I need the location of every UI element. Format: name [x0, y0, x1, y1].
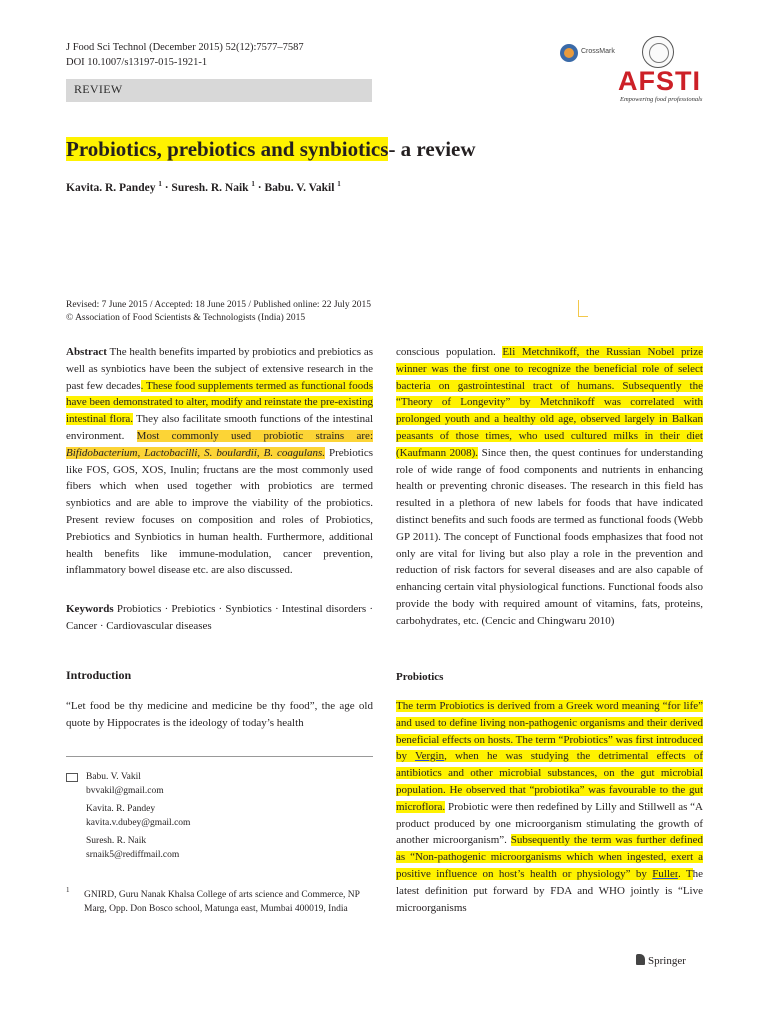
contact-email[interactable]: bvvakil@gmail.com: [86, 785, 164, 796]
keywords: [66, 601, 373, 635]
contact-name: Kavita. R. Pandey: [86, 804, 156, 814]
contact-list: [86, 771, 190, 867]
publisher-logo: [636, 954, 686, 967]
affiliation-text: GNIRD, Guru Nanak Khalsa College of arts science and Commerce, NP Marg, Opp. Don Bosco school, Matunga east, Mumbai 400019, India: [84, 890, 360, 914]
author-list: Kavita. R. Pandey $^1$ · Suresh. R. Naik $^1$ · Babu. V. Vakil $^1$: [66, 180, 341, 194]
publication-dates: [66, 299, 371, 325]
logo-text: AFSTI: [618, 66, 701, 96]
journal-citation: J Food Sci Technol (December 2015) 52(12):7577–7587: [66, 42, 304, 53]
affiliation-number: 1: [66, 886, 70, 894]
publisher-name: Springer: [648, 955, 686, 967]
doi[interactable]: DOI 10.1007/s13197-015-1921-1: [66, 57, 208, 68]
abstract-highlight: Most commonly used probiotic strains are:: [136, 429, 373, 442]
seal-icon: [642, 36, 674, 68]
contact-email[interactable]: kavita.v.dubey@gmail.com: [86, 817, 191, 828]
keywords-text: Probiotics · Prebiotics · Synbiotics · Intestinal disorders · Cancer · Cardiovascular diseases: [66, 603, 374, 632]
author-affiliation: 1: [251, 180, 255, 188]
springer-horse-icon: [636, 954, 645, 965]
probiotics-heading: Probiotics: [396, 671, 444, 683]
afsti-logo: [614, 36, 704, 106]
prob-underlined: Fuller: [652, 867, 678, 880]
title-rest: - a review: [388, 137, 476, 161]
section-label: REVIEW: [74, 82, 123, 96]
author-affiliation: 1: [158, 180, 162, 188]
article-title: [66, 136, 476, 162]
abstract-text: They also facilitate smooth functions of the intestinal environment.: [66, 413, 374, 442]
abstract-label: Abstract: [66, 346, 107, 358]
contact-name: Babu. V. Vakil: [86, 772, 141, 782]
keywords-label: Keywords: [66, 603, 114, 615]
copyright: © Association of Food Scientists & Technologists (India) 2015: [66, 313, 306, 323]
author-name[interactable]: Suresh. R. Naik: [171, 181, 249, 194]
crossmark-label: CrossMark: [581, 48, 615, 55]
crossmark-icon: [560, 44, 578, 62]
crossmark-badge[interactable]: [560, 44, 618, 64]
footnote-divider: [66, 756, 373, 757]
prob-text: Probiotic were then redefined by Lilly and Stillwell as “A product produced by one microorganism stimulating the growth of another microorganism”.: [396, 800, 703, 847]
intro-continued: [396, 344, 703, 630]
author-name[interactable]: Babu. V. Vakil: [264, 181, 335, 194]
logo-tagline: Empowering food professionals: [620, 96, 703, 103]
section-label-bar: [66, 79, 372, 102]
probiotics-text: [396, 698, 703, 916]
abstract-text: Prebiotics like FOS, GOS, XOS, Inulin; fructans are the most commonly used fibers which when used together with probiotics are termed synbiotics and are able to improve the viability of the probiotics. Present review focuses on composition and roles of Probiotics, Prebiotics and Synbiotics in human health. Furthermore, additional health benefits like immune-modulation, cancer prevention, inflammatory bowel disease etc. are also discussed.: [66, 446, 373, 577]
annotation-mark: [572, 300, 586, 318]
introduction-heading: Introduction: [66, 668, 132, 682]
history-dates: Revised: 7 June 2015 / Accepted: 18 June 2015 / Published online: 22 July 2015: [66, 300, 372, 310]
prob-text: he latest definition put forward by FDA and WHO jointly is “Live microorganisms: [396, 867, 703, 914]
contact-name: Suresh. R. Naik: [86, 836, 147, 846]
title-highlighted: Probiotics, prebiotics and synbiotics: [66, 137, 389, 161]
prob-highlight: , when he was studying the detrimental effects of antibiotics and other microbial substances, on the gut microbial population. He observed that “probiotika” was favourable to the gut microflora.: [396, 750, 703, 813]
prob-highlight: Subsequently the term was further defined as “Non-pathogenic microorganisms which when ingested, exert a positive influence on host’s health or physiology” by: [396, 834, 704, 880]
author-affiliation: 1: [337, 180, 341, 188]
intro-cont-text: Since then, the quest continues for understanding role of wide range of food components and nutrients in enhancing health or preventing chronic diseases. The research in this field has resulted in a plethora of new labels for foods that have indicated distinct benefits and such foods are termed as functional foods (Webb GP 2011). The concept of Functional foods emphasizes that food not only are vital for living but also play a role in the prevention and reduction of risk factors for several diseases and are also capable of enhancing certain vital physiological functions. Functional foods also provide the body with required amount of vitamins, fats, proteins, carbohydrates, etc. (Cencic and Chingwaru 2010): [396, 446, 703, 627]
intro-paragraph: “Let food be thy medicine and medicine be thy food”, the age old quote by Hippocrates is the ideology of today’s health: [66, 700, 373, 729]
abstract-highlight: . These food supplements termed as functional foods have been demonstrated to alter, modify and reinstate the pre-existing intestinal flora.: [66, 379, 373, 426]
author-name[interactable]: Kavita. R. Pandey: [66, 181, 156, 194]
abstract-text: The health benefits imparted by probiotics and prebiotics as well as synbiotics have been the subject of extensive research in the past few decades: [66, 346, 373, 392]
prob-underlined: Vergin: [414, 750, 445, 763]
prob-highlight: The term Probiotics is derived from a Greek word meaning “for life” and used to define living non-pathogenic organisms and their derived beneficial effects on hosts. The term “Probiotics” was first introduced by: [396, 700, 703, 763]
introduction-text: [66, 698, 373, 732]
journal-header: [66, 40, 304, 70]
intro-cont-highlight: Eli Metchnikoff, the Russian Nobel prize winner was the first one to recognize the beneficial role of select bacteria on gastrointestinal tract of humans. Subsequently the “Theory of Longevity” by Metchnikoff was correlated with prolonged youth and a healthy old age, observed largely in Balkan peasants of those times, who used cultured milks in their diet (Kaufmann 2008).: [396, 346, 703, 459]
intro-cont-text: conscious population.: [396, 346, 503, 358]
contact-email[interactable]: srnaik5@rediffmail.com: [86, 849, 180, 860]
abstract: [66, 344, 373, 579]
prob-highlight: . T: [677, 867, 693, 880]
abstract-highlight-species: Bifidobacterium, Lactobacilli, S. boulardii, B. coagulans.: [66, 446, 326, 459]
envelope-icon: [66, 773, 78, 782]
